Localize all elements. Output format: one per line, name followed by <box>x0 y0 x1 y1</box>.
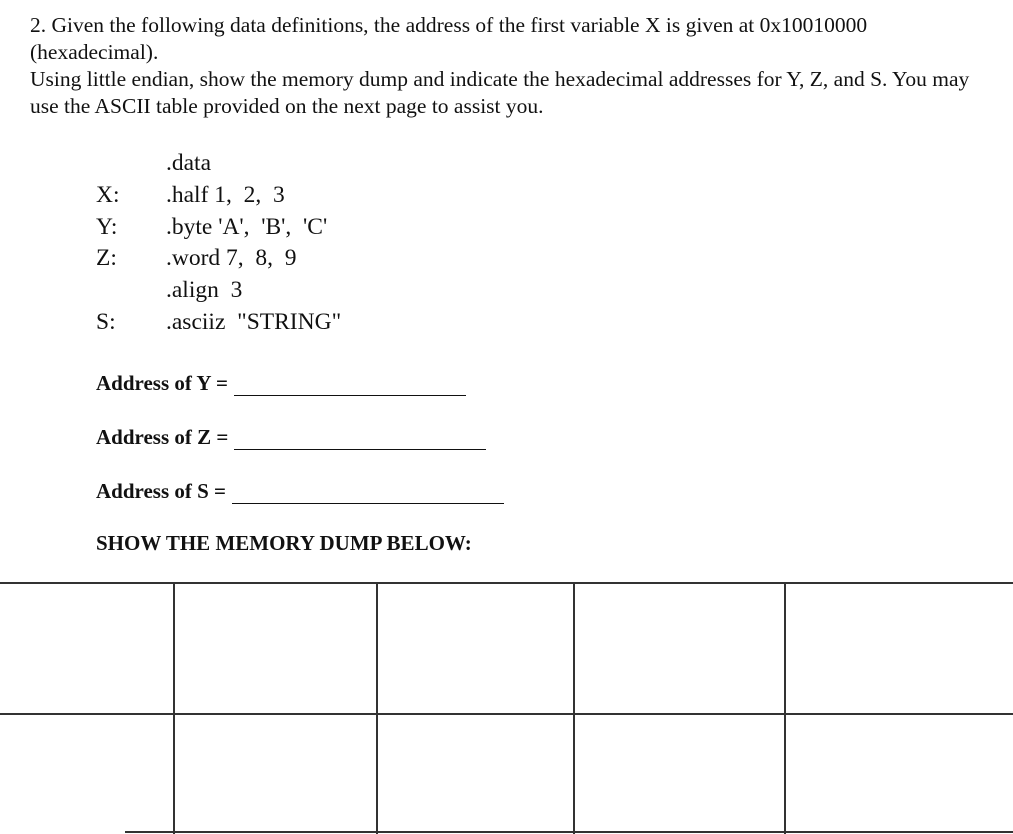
memory-cell[interactable] <box>378 715 573 831</box>
memory-cell[interactable] <box>0 582 173 713</box>
code-label: Y: <box>96 213 118 240</box>
address-y-label: Address of Y = <box>96 371 228 395</box>
address-z-blank[interactable] <box>234 427 486 450</box>
memory-cell[interactable] <box>786 582 1013 713</box>
memory-dump-title: SHOW THE MEMORY DUMP BELOW: <box>96 531 472 555</box>
data-definitions <box>96 148 341 339</box>
question-text <box>30 12 970 120</box>
code-instruction: .half 1, 2, 3 <box>166 181 285 208</box>
table-rule <box>125 831 1013 833</box>
code-instruction: .byte 'A', 'B', 'C' <box>166 213 328 240</box>
code-instruction: .align 3 <box>166 277 243 304</box>
code-label: X: <box>96 181 120 208</box>
code-line <box>96 148 341 180</box>
answer-z-row <box>96 420 504 450</box>
code-label: Z: <box>96 245 117 272</box>
memory-cell[interactable] <box>575 582 784 713</box>
memory-cell[interactable] <box>786 715 1013 831</box>
answer-section <box>96 366 504 528</box>
code-label: S: <box>96 308 116 335</box>
code-line <box>96 243 341 275</box>
memory-cell[interactable] <box>575 715 784 831</box>
code-instruction: .asciiz "STRING" <box>166 308 342 335</box>
memory-dump-table <box>0 582 1013 834</box>
code-line <box>96 275 341 307</box>
code-line <box>96 212 341 244</box>
address-z-label: Address of Z = <box>96 425 229 449</box>
address-s-blank[interactable] <box>232 481 504 504</box>
address-y-blank[interactable] <box>234 373 466 396</box>
code-line <box>96 307 341 339</box>
code-instruction: .word 7, 8, 9 <box>166 245 297 272</box>
code-label <box>96 275 166 307</box>
code-label <box>96 148 166 180</box>
memory-cell[interactable] <box>378 582 573 713</box>
answer-y-row <box>96 366 504 396</box>
memory-cell[interactable] <box>175 582 376 713</box>
address-s-label: Address of S = <box>96 479 227 503</box>
memory-cell[interactable] <box>0 715 173 831</box>
memory-cell[interactable] <box>175 715 376 831</box>
code-line <box>96 180 341 212</box>
code-instruction: .data <box>166 150 212 176</box>
question-instructions: Using little endian, show the memory dump and indicate the hexadecimal addresses for Y, Z, and S. You may use the ASCII table provided on the next page to assist you. <box>30 67 970 118</box>
question-intro: 2. Given the following data definitions, the address of the first variable X is given at 0x10010000 (hexadecimal). <box>30 13 868 64</box>
answer-s-row <box>96 474 504 504</box>
